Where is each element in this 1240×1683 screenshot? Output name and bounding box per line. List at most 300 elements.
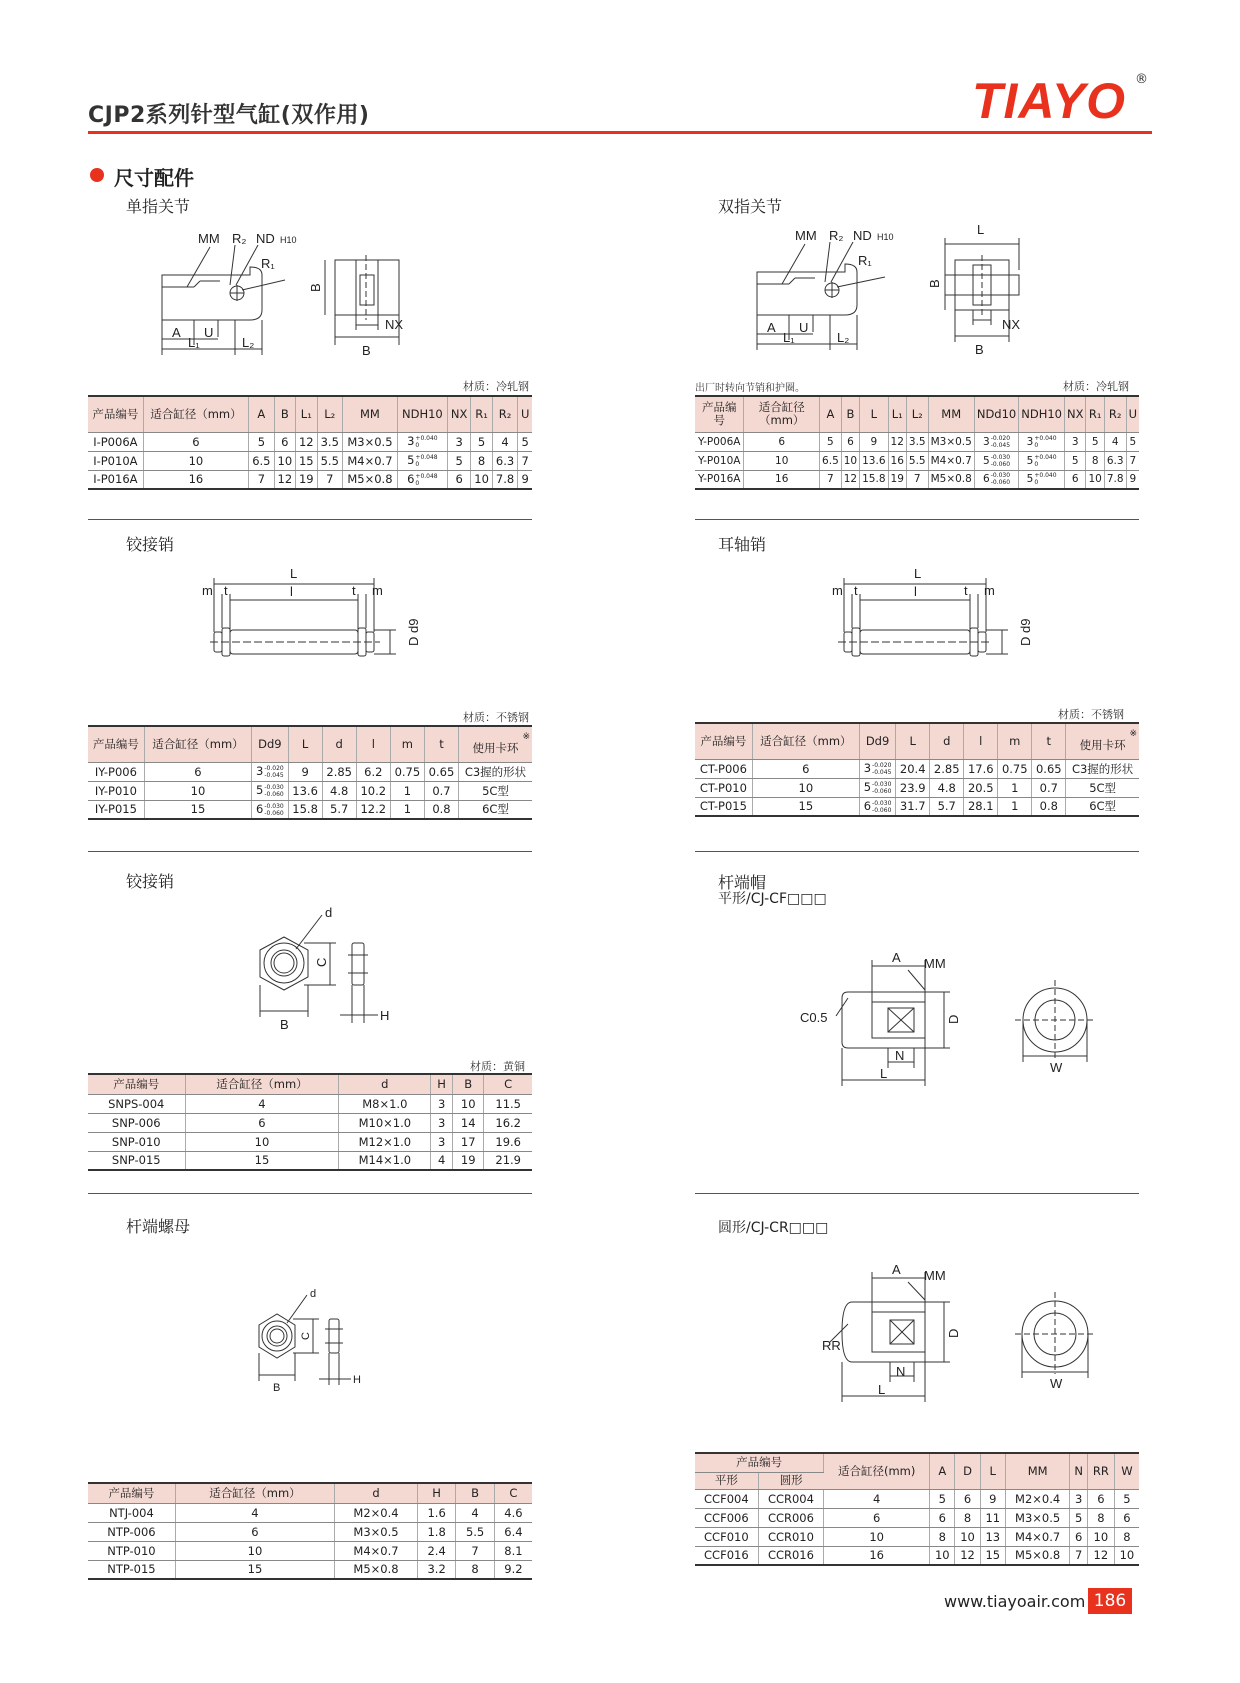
table-body xyxy=(88,1503,532,1579)
table-cell: 6 xyxy=(144,762,251,781)
table-cell: 5 -0.030 -0.060 xyxy=(252,781,288,800)
table-cell: 5 -0.030 -0.060 xyxy=(859,778,895,797)
table-row xyxy=(88,451,532,470)
table-cell: 10 xyxy=(144,781,251,800)
mm-label: MM xyxy=(924,1268,946,1283)
r2-label: R₂ xyxy=(829,228,844,243)
tolerance-lower: 0 xyxy=(415,479,420,487)
table-cell: IY-P015 xyxy=(88,800,144,819)
d-label: D xyxy=(946,1328,961,1338)
t-label-right: t xyxy=(964,583,968,598)
table-header-cell: MM xyxy=(928,396,974,432)
i-label: l xyxy=(290,584,293,599)
trunnion-pin-material: 材质：不锈钢 xyxy=(1058,708,1124,721)
r2-label: R₂ xyxy=(232,231,247,246)
t-label: t xyxy=(224,583,228,598)
table-cell: 3.5 xyxy=(906,432,928,451)
table-cell: 4 xyxy=(456,1503,494,1522)
d-label: D xyxy=(946,1014,961,1024)
h-label: H xyxy=(353,1374,361,1386)
table-cell: M4×0.7 xyxy=(335,1541,418,1560)
nx-label: NX xyxy=(1002,317,1021,332)
table-header-cell: m xyxy=(998,723,1032,759)
bullet-icon xyxy=(90,168,104,182)
mm-label: MM xyxy=(795,228,817,243)
table-header-cell: 适合缸径(mm) xyxy=(824,1453,930,1489)
b-side-label: B xyxy=(927,279,942,288)
table-header-cell: L xyxy=(288,726,322,762)
table-cell: 15 xyxy=(175,1560,334,1579)
table-row xyxy=(88,1560,532,1579)
table-cell: Y-P006A xyxy=(695,432,744,451)
double-clevis-note: 出厂时转向节销和护圈。 xyxy=(695,383,805,394)
round-type-label: 圆形/CJ-CR□□□ xyxy=(718,1220,829,1236)
table-cell: 6 xyxy=(930,1508,955,1527)
table-cell: CCF016 xyxy=(695,1546,758,1565)
table-cell: SNP-010 xyxy=(88,1132,185,1151)
table-cell: 8 xyxy=(471,451,492,470)
table-cell: 14 xyxy=(453,1113,484,1132)
divider xyxy=(88,851,532,852)
table-cell: 16.2 xyxy=(484,1113,532,1132)
table-cell: C3握的形状 xyxy=(459,762,532,781)
table-cell: 4 xyxy=(431,1151,453,1170)
l-label: L xyxy=(878,1382,886,1397)
table-cell: IY-P006 xyxy=(88,762,144,781)
table-cell: 5 xyxy=(1086,432,1104,451)
table-header-cell: 适合缸径（mm） xyxy=(143,396,248,432)
n-label: N xyxy=(896,1364,906,1379)
table-cell: 3.5 xyxy=(317,432,342,451)
clevis-pin-table xyxy=(88,725,532,820)
table-cell: 5 xyxy=(820,432,842,451)
table-cell: 7 xyxy=(1070,1546,1087,1565)
table-cell: M4×0.7 xyxy=(928,451,974,470)
d-label: D d9 xyxy=(1018,618,1033,646)
table-cell: 1 xyxy=(998,797,1032,816)
tolerance-upper: +0.040 xyxy=(1034,434,1057,442)
mm-label: MM xyxy=(924,956,946,971)
table-cell: 5 xyxy=(930,1489,955,1508)
l-label: L xyxy=(914,566,922,581)
table-cell: 12 xyxy=(274,470,295,489)
a-label: A xyxy=(892,950,901,965)
nd-label: ND xyxy=(853,228,872,243)
table-cell: 31.7 xyxy=(896,797,930,816)
rr-label: RR xyxy=(822,1338,841,1353)
table-header-row xyxy=(695,396,1139,432)
table-cell: SNP-006 xyxy=(88,1113,185,1132)
table-cell: Y-P010A xyxy=(695,451,744,470)
nd-sub-label: H10 xyxy=(877,232,894,242)
a-label: A xyxy=(892,1262,901,1277)
table-cell: SNPS-004 xyxy=(88,1094,185,1113)
table-header-row xyxy=(88,1483,532,1503)
table-cell: 17.6 xyxy=(964,759,998,778)
table-cell: 19 xyxy=(888,470,906,489)
b-label: B xyxy=(280,1017,289,1032)
table-cell: 4 xyxy=(824,1489,930,1508)
b-label: B xyxy=(975,342,984,357)
table-header-cell: R₂ xyxy=(1104,396,1126,432)
single-clevis-drawing xyxy=(150,225,460,360)
table-cell: IY-P010 xyxy=(88,781,144,800)
table-cell: 16 xyxy=(824,1546,930,1565)
tolerance xyxy=(991,435,1010,449)
table-header-cell: R₂ xyxy=(492,396,517,432)
rod-nut-drawing xyxy=(245,1285,395,1395)
table-cell: 8 xyxy=(930,1527,955,1546)
tolerance-upper: -0.020 xyxy=(990,434,1011,442)
table-cell: M14×1.0 xyxy=(339,1151,431,1170)
table-row xyxy=(695,470,1139,489)
table-cell: 6C型 xyxy=(459,800,532,819)
table-cell: 9 xyxy=(518,470,532,489)
table-cell: 16 xyxy=(143,470,248,489)
i-label: l xyxy=(914,584,917,599)
rod-cap-table xyxy=(695,1452,1139,1566)
table-cell: M5×0.8 xyxy=(928,470,974,489)
table-body xyxy=(88,762,532,819)
table-cell: 3 +0.040 0 xyxy=(1019,432,1065,451)
table-cell: M10×1.0 xyxy=(339,1113,431,1132)
single-clevis-title: 单指关节 xyxy=(126,197,191,216)
table-cell: M8×1.0 xyxy=(339,1094,431,1113)
table-cell: 3 xyxy=(1065,432,1086,451)
table-cell: 10 xyxy=(752,778,859,797)
table-header-cell: MM xyxy=(343,396,398,432)
table-cell: 10 xyxy=(1114,1546,1139,1565)
table-cell: 4.8 xyxy=(930,778,964,797)
tolerance-upper: -0.020 xyxy=(264,764,284,772)
table-cell: M5×0.8 xyxy=(343,470,398,489)
table-cell: 7 xyxy=(249,470,274,489)
table-cell: 10 xyxy=(930,1546,955,1565)
table-cell: M2×0.4 xyxy=(335,1503,418,1522)
double-clevis-title: 双指关节 xyxy=(718,197,783,216)
table-header-cell: B xyxy=(274,396,295,432)
table-cell: 12 xyxy=(296,432,317,451)
m-label-right: m xyxy=(984,583,995,598)
tolerance xyxy=(1034,454,1056,468)
table-cell: 5C型 xyxy=(459,781,532,800)
t-label-right: t xyxy=(352,583,356,598)
table-row xyxy=(88,1151,532,1170)
table-header-cell: C xyxy=(494,1483,532,1503)
table-cell: 15 xyxy=(144,800,251,819)
table-cell: 5 +0.040 0 xyxy=(1019,451,1065,470)
table-row xyxy=(695,759,1139,778)
table-cell: 7 xyxy=(820,470,842,489)
round-cap-drawing xyxy=(800,1262,1130,1412)
table-cell: CT-P010 xyxy=(695,778,752,797)
tolerance-upper: +0.040 xyxy=(1034,453,1057,461)
table-cell: 10 xyxy=(955,1527,980,1546)
table-cell: M3×0.5 xyxy=(335,1522,418,1541)
table-cell: 6.4 xyxy=(494,1522,532,1541)
divider xyxy=(695,519,1139,520)
table-cell: 15.8 xyxy=(860,470,888,489)
table-header-cell: 产品编号 xyxy=(88,1074,185,1094)
table-cell: 6.3 xyxy=(492,451,517,470)
table-header-cell: 适合缸径（mm） xyxy=(175,1483,334,1503)
table-cell: 6.5 xyxy=(249,451,274,470)
table-cell: CT-P015 xyxy=(695,797,752,816)
table-cell: 5 xyxy=(447,451,470,470)
table-cell: 7 xyxy=(456,1541,494,1560)
table-header-cell: 适合缸径（mm） xyxy=(744,396,820,432)
clevis-pin-title: 铰接销 xyxy=(126,535,175,554)
table-cell: 1.8 xyxy=(417,1522,455,1541)
table-body xyxy=(695,432,1139,489)
table-cell: 3 xyxy=(431,1132,453,1151)
tolerance-lower: 0 xyxy=(1034,479,1039,487)
table-row xyxy=(695,797,1139,816)
table-header-cell: 产品编号 xyxy=(695,396,744,432)
table-row xyxy=(88,762,532,781)
table-header-cell: NDH10 xyxy=(1019,396,1065,432)
table-cell: 12 xyxy=(1087,1546,1114,1565)
table-cell: 16 xyxy=(888,451,906,470)
r1-label: R₁ xyxy=(858,253,872,268)
divider xyxy=(695,851,1139,852)
table-cell: 5 xyxy=(518,432,532,451)
table-cell: M4×0.7 xyxy=(343,451,398,470)
table-header-cell: U xyxy=(518,396,532,432)
table-cell: 6 xyxy=(841,432,859,451)
nx-label: NX xyxy=(385,317,404,332)
mount-nut-material: 材质：黄铜 xyxy=(470,1060,525,1073)
tolerance-upper: -0.030 xyxy=(264,783,284,791)
table-row xyxy=(88,781,532,800)
table-cell: 9.2 xyxy=(494,1560,532,1579)
d-label: d xyxy=(310,1288,317,1300)
table-cell: 3 xyxy=(431,1113,453,1132)
r1-label: R₁ xyxy=(261,256,275,271)
table-cell: 5 xyxy=(471,432,492,451)
w-label: W xyxy=(1050,1376,1063,1391)
table-cell: 3.2 xyxy=(417,1560,455,1579)
table-cell: 2.85 xyxy=(322,762,356,781)
table-header-cell: 产品编号 xyxy=(695,723,752,759)
table-cell: 6.3 xyxy=(1104,451,1126,470)
c05-label: C0.5 xyxy=(800,1010,828,1025)
rod-cap-title: 杆端帽 xyxy=(718,873,767,892)
table-cell: NTP-010 xyxy=(88,1541,175,1560)
tolerance xyxy=(872,800,891,814)
table-cell: M3×0.5 xyxy=(1005,1508,1070,1527)
table-cell: 13.6 xyxy=(860,451,888,470)
table-cell: M12×1.0 xyxy=(339,1132,431,1151)
table-cell: 6 xyxy=(1114,1508,1139,1527)
table-header-cell: L xyxy=(980,1453,1005,1489)
table-body xyxy=(695,759,1139,816)
table-cell: I-P016A xyxy=(88,470,143,489)
divider xyxy=(88,519,532,520)
table-cell: 7.8 xyxy=(1104,470,1126,489)
table-cell: 6 xyxy=(744,432,820,451)
table-cell: CCR006 xyxy=(758,1508,824,1527)
tolerance-upper: -0.030 xyxy=(990,453,1011,461)
table-cell: CCF006 xyxy=(695,1508,758,1527)
rod-nut-title: 杆端螺母 xyxy=(126,1217,191,1236)
tolerance xyxy=(872,762,891,776)
table-row xyxy=(88,1113,532,1132)
tolerance xyxy=(415,454,437,468)
table-cell: 10 xyxy=(824,1527,930,1546)
u-label: U xyxy=(799,320,809,335)
table-cell: NTP-015 xyxy=(88,1560,175,1579)
table-header-cell: B xyxy=(453,1074,484,1094)
trunnion-pin-table xyxy=(695,722,1139,817)
table-header-cell: d xyxy=(339,1074,431,1094)
table-cell: 6 +0.048 0 xyxy=(397,470,447,489)
table-cell: 0.7 xyxy=(424,781,458,800)
table-cell: M4×0.7 xyxy=(1005,1527,1070,1546)
table-header-cell: 圆形 xyxy=(758,1472,824,1489)
tolerance-lower: 0 xyxy=(1034,441,1039,449)
footer-url[interactable]: www.tiayoair.com xyxy=(944,1592,1086,1611)
table-header-cell: NX xyxy=(447,396,470,432)
table-cell: M5×0.8 xyxy=(335,1560,418,1579)
table-cell: 20.4 xyxy=(896,759,930,778)
tolerance xyxy=(415,435,437,449)
table-cell: 0.65 xyxy=(1032,759,1066,778)
table-cell: 1 xyxy=(390,800,424,819)
table-cell: 0.65 xyxy=(424,762,458,781)
table-cell: 15 xyxy=(980,1546,1005,1565)
table-header-cell: L xyxy=(896,723,930,759)
table-cell: 6.5 xyxy=(820,451,842,470)
tolerance-lower: -0.060 xyxy=(264,809,284,817)
registered-mark: ® xyxy=(1135,72,1148,87)
table-header-cell: L₂ xyxy=(317,396,342,432)
table-row xyxy=(695,432,1139,451)
table-cell: 0.75 xyxy=(998,759,1032,778)
table-body xyxy=(88,1094,532,1170)
table-cell: 5C型 xyxy=(1066,778,1139,797)
table-cell: 5 +0.048 0 xyxy=(397,451,447,470)
d-label: D d9 xyxy=(406,618,421,646)
m-label-right: m xyxy=(372,583,383,598)
table-cell: 4 xyxy=(1104,432,1126,451)
table-header-cell: D xyxy=(955,1453,980,1489)
m-label: m xyxy=(202,583,213,598)
table-header-cell: NDd10 xyxy=(974,396,1018,432)
table-header-cell: MM xyxy=(1005,1453,1070,1489)
page-title: CJP2系列针型气缸(双作用) xyxy=(88,103,370,128)
table-cell: 15.8 xyxy=(288,800,322,819)
table-cell: 3 -0.020 -0.045 xyxy=(859,759,895,778)
table-header-cell: A xyxy=(249,396,274,432)
table-cell: 0.7 xyxy=(1032,778,1066,797)
trunnion-pin-title: 耳轴销 xyxy=(718,535,767,554)
table-cell: 17 xyxy=(453,1132,484,1151)
table-cell: 7 xyxy=(1126,451,1139,470)
table-cell: 10 xyxy=(453,1094,484,1113)
table-cell: M3×0.5 xyxy=(343,432,398,451)
tolerance-lower: 0 xyxy=(1034,460,1039,468)
table-cell: 10 xyxy=(471,470,492,489)
table-header-cell: ※ 使用卡环 xyxy=(1066,723,1139,759)
note-mark: ※ xyxy=(1129,729,1137,740)
table-cell: 15 xyxy=(752,797,859,816)
table-header-cell: B xyxy=(841,396,859,432)
tolerance-upper: -0.030 xyxy=(990,472,1011,480)
table-cell: 10 xyxy=(175,1541,334,1560)
table-cell: 9 xyxy=(860,432,888,451)
table-header-cell: 适合缸径（mm） xyxy=(185,1074,339,1094)
table-cell: 20.5 xyxy=(964,778,998,797)
table-cell: 6.2 xyxy=(356,762,390,781)
table-cell: 6 xyxy=(1070,1527,1087,1546)
table-cell: 10 xyxy=(841,451,859,470)
table-header-cell: 适合缸径（mm） xyxy=(144,726,251,762)
table-cell: 12.2 xyxy=(356,800,390,819)
table-cell: I-P006A xyxy=(88,432,143,451)
table-header-cell: Dd9 xyxy=(859,723,895,759)
table-cell: 16 xyxy=(744,470,820,489)
table-group-row xyxy=(695,1453,1139,1472)
tolerance-lower: -0.060 xyxy=(872,806,892,814)
table-cell: 7 xyxy=(906,470,928,489)
table-cell: 5 +0.040 0 xyxy=(1019,470,1065,489)
tolerance xyxy=(1034,435,1056,449)
table-header-cell: 产品编号 xyxy=(88,396,143,432)
table-cell: 6 xyxy=(185,1113,339,1132)
table-header-cell: U xyxy=(1126,396,1139,432)
table-header-cell: A xyxy=(820,396,842,432)
table-cell: 8 xyxy=(1086,451,1104,470)
table-row xyxy=(695,451,1139,470)
table-cell: 5 -0.030 -0.060 xyxy=(974,451,1018,470)
table-header-cell: 产品编号 xyxy=(88,726,144,762)
section-title: 尺寸配件 xyxy=(114,166,194,190)
tolerance-upper: -0.030 xyxy=(872,799,892,807)
tolerance xyxy=(415,473,437,487)
table-header-cell: L₁ xyxy=(888,396,906,432)
b-label: B xyxy=(273,1382,281,1394)
table-cell: 4 xyxy=(175,1503,334,1522)
table-cell: 11.5 xyxy=(484,1094,532,1113)
mm-label: MM xyxy=(198,231,220,246)
tolerance xyxy=(991,454,1010,468)
table-cell: 5 xyxy=(1065,451,1086,470)
table-row xyxy=(88,1522,532,1541)
double-clevis-drawing xyxy=(745,220,1065,360)
table-cell: 0.75 xyxy=(390,762,424,781)
table-cell: M5×0.8 xyxy=(1005,1546,1070,1565)
mount-nut-title: 铰接销 xyxy=(126,872,175,891)
double-clevis-table xyxy=(695,395,1139,490)
tolerance-upper: +0.048 xyxy=(415,472,438,480)
divider xyxy=(88,1193,532,1194)
table-cell: 7 xyxy=(317,470,342,489)
table-header-cell: d xyxy=(322,726,356,762)
table-header-cell: l xyxy=(964,723,998,759)
table-header-cell: B xyxy=(456,1483,494,1503)
tolerance xyxy=(872,781,891,795)
table-cell: 6 xyxy=(752,759,859,778)
table-header-cell: N xyxy=(1070,1453,1087,1489)
table-header-cell: L₂ xyxy=(906,396,928,432)
table-cell: 5 xyxy=(249,432,274,451)
table-cell: 6 -0.030 -0.060 xyxy=(974,470,1018,489)
table-cell: 5 xyxy=(1114,1489,1139,1508)
table-header-cell: L₁ xyxy=(296,396,317,432)
table-cell: 4 xyxy=(492,432,517,451)
table-cell: 3 xyxy=(431,1094,453,1113)
